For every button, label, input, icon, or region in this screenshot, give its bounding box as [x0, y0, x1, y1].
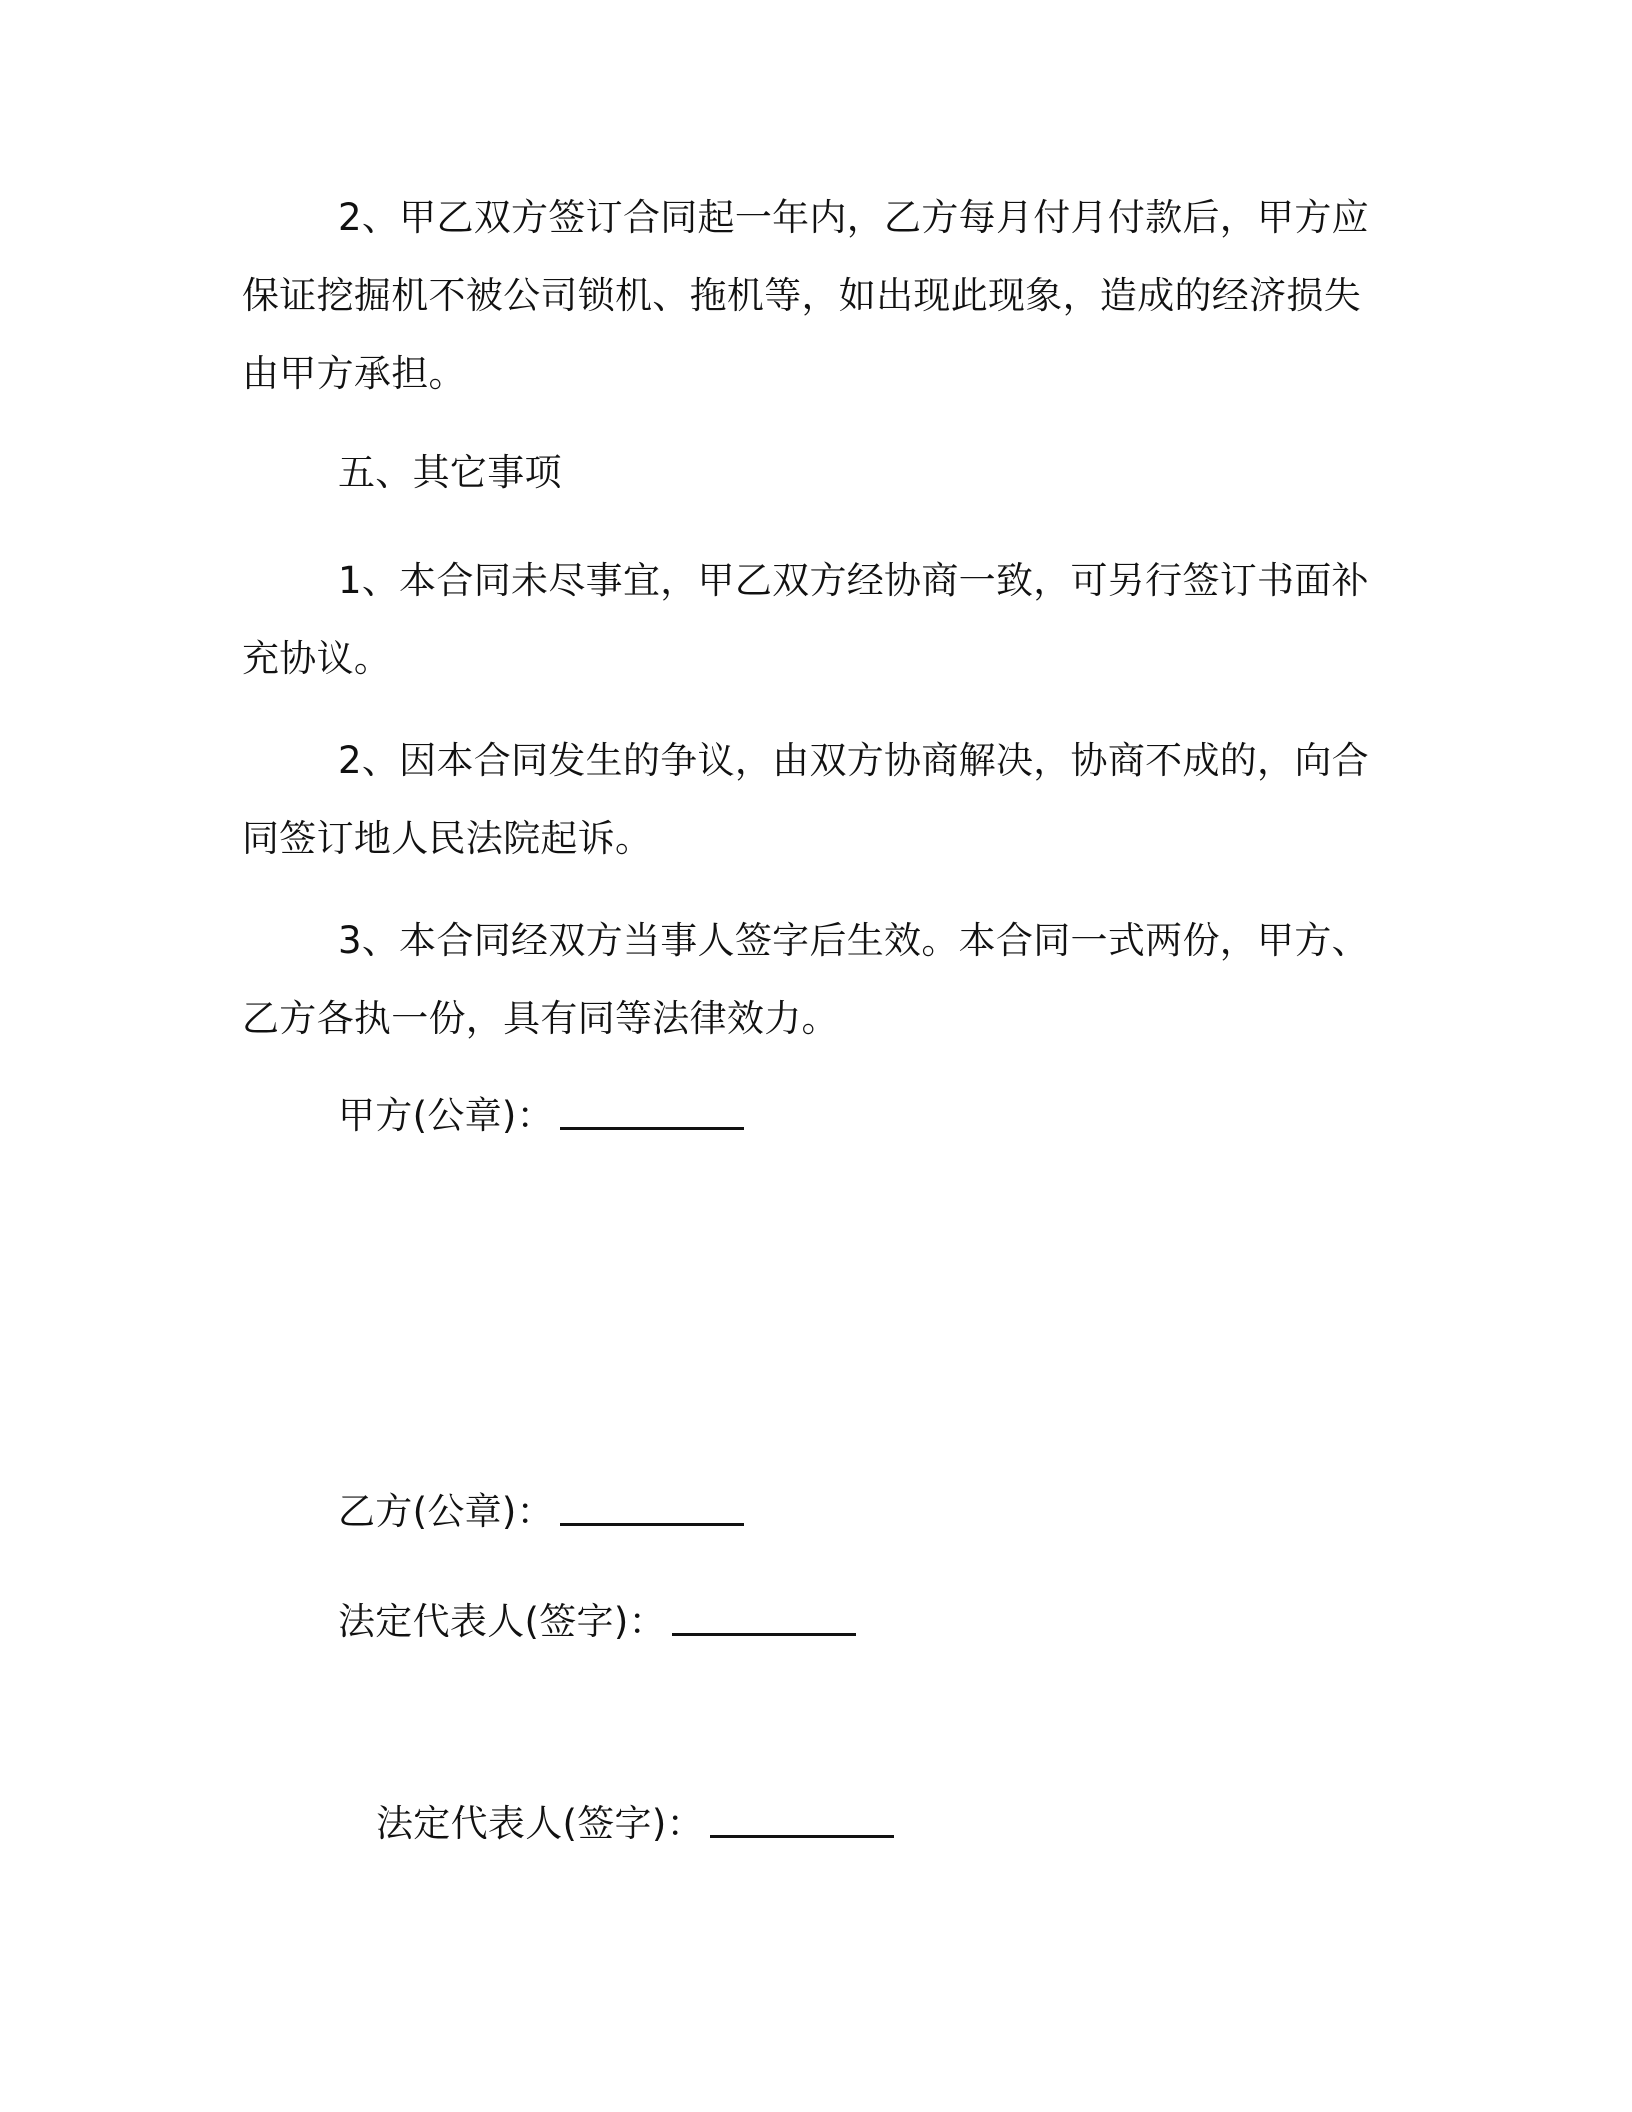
legal-rep-signature-line-2 — [376, 1794, 894, 1854]
section-5-heading: 五、其它事项 — [338, 451, 562, 494]
legal-rep-signature-line-1 — [338, 1592, 856, 1652]
party-a-seal-label: 甲方(公章)： — [338, 1094, 554, 1137]
legal-rep-label-1: 法定代表人(签字)： — [338, 1600, 666, 1643]
section-5-item-1: 1、本合同未尽事宜，甲乙双方经协商一致，可另行签订书面补充协议。 — [242, 559, 1369, 680]
party-b-seal-label: 乙方(公章)： — [338, 1490, 554, 1533]
section-5-item-3: 3、本合同经双方当事人签字后生效。本合同一式两份，甲方、乙方各执一份，具有同等法律效力。 — [242, 919, 1369, 1040]
section-5-item-2: 2、因本合同发生的争议，由双方协商解决，协商不成的，向合同签订地人民法院起诉。 — [242, 739, 1369, 860]
party-a-seal-line — [338, 1086, 744, 1146]
party-b-seal-line — [338, 1482, 744, 1542]
legal-rep-label-2: 法定代表人(签字)： — [376, 1802, 704, 1845]
legal-rep-blank-2[interactable] — [710, 1799, 894, 1838]
legal-rep-blank-1[interactable] — [672, 1597, 856, 1636]
clause-4-item-2: 2、甲乙双方签订合同起一年内，乙方每月付月付款后，甲方应保证挖掘机不被公司锁机、拖机等，如出现此现象，造成的经济损失由甲方承担。 — [242, 196, 1369, 395]
party-b-seal-blank[interactable] — [560, 1487, 744, 1526]
party-a-seal-blank[interactable] — [560, 1091, 744, 1130]
